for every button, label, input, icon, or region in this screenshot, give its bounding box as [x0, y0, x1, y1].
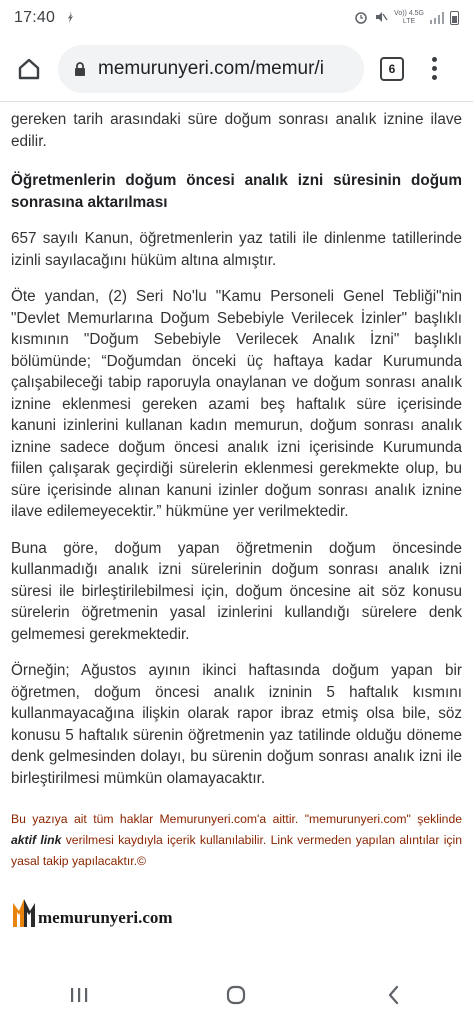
notification-icon — [63, 10, 77, 27]
overflow-menu-icon[interactable] — [422, 49, 446, 89]
logo-text: memurunyeri.com — [38, 907, 173, 927]
system-navigation-bar — [0, 966, 473, 1024]
address-bar[interactable] — [58, 45, 364, 93]
battery-icon — [450, 11, 459, 25]
signal-icon — [430, 12, 444, 24]
copyright-notice — [11, 809, 462, 873]
recent-apps-button[interactable] — [49, 971, 109, 1019]
browser-toolbar — [0, 36, 473, 102]
article-content — [0, 103, 473, 944]
notice-text-end: verilmesi kaydıyla içerik kullanılabilir. Link vermeden yapılan alıntılar için yasal takip yapılacaktır.© — [11, 833, 462, 869]
logo-m-icon — [11, 897, 37, 927]
back-icon — [384, 984, 404, 1006]
home-icon — [16, 56, 42, 82]
lock-icon — [72, 61, 88, 77]
mute-icon — [374, 10, 388, 27]
site-logo[interactable] — [11, 893, 462, 927]
paragraph-buna-gore: Buna göre, doğum yapan öğretmenin doğum öncesinde kullanmadığı analık izni sürelerinin doğum sonrası analık izni süresi ile birleştirilebilmesi için, doğum öncesine ait söz konusu sürelerin öğretmenin yasal izinlerini kullandığı sürelere denk gelmemesi gerekmektedir. — [11, 539, 462, 643]
alarm-icon — [354, 10, 368, 27]
tab-switcher-button[interactable]: 6 — [380, 57, 404, 81]
status-bar — [0, 0, 473, 36]
paragraph-teblig: Öte yandan, (2) Seri No'lu "Kamu Personeli Genel Tebliği"nin "Devlet Memurlarına Doğum Sebebiyle Verilecek İzinler" başlıklı kısmının "Doğum Sebebiyle Verilecek Analık İzni" başlıklı bölümünde; “Doğumdan önceki üç haftaya kadar Kurumunda çalışabileceği tabip raporuyla onaylanan ve doğum sonrası analık iznine eklenmesi gereken azami beş haftalık süre içerisinde kanuni izinlerini kullanan kadın memurun, doğum sonrası analık iznine sadece doğum öncesi analık izni içerisinde Kurumunda fiilen çalışarak geçirdiği sürelerin eklenmesi gerekmekte olup, bu süre içerisinde alınan kanuni izinler doğum sonrası analık iznine ilave edilemeyecektir.” hükmüne yer verilmektedir. — [11, 288, 462, 520]
back-button[interactable] — [364, 971, 424, 1019]
url-text: memurunyeri.com/memur/i — [98, 57, 324, 79]
status-time: 17:40 — [14, 9, 56, 26]
home-circle-icon — [225, 984, 247, 1006]
paragraph-kanun: 657 sayılı Kanun, öğretmenlerin yaz tatili ile dinlenme tatillerinde izinli sayılacağını hüküm altına almıştır. — [11, 230, 462, 269]
recent-apps-icon — [68, 985, 90, 1005]
home-button[interactable] — [0, 36, 58, 102]
network-indicator — [394, 10, 424, 26]
home-nav-button[interactable] — [206, 971, 266, 1019]
paragraph-ornegin: Örneğin; Ağustos ayının ikinci haftasında doğum yapan bir öğretmen, doğum öncesi analık izninin 5 haftalık kısmını kullanmayacağına ilişkin olarak rapor ibraz etmiş olsa bile, söz konusu 5 haftalık sürenin öğretmenin yaz tatilinde olduğu döneme denk gelmesinden dolayı, bu sürenin doğum sonrası analık izni ile birleştirilmesi mümkün olamayacaktır. — [11, 662, 462, 787]
network-type-label: Vo)) 4.5G — [394, 10, 424, 17]
notice-text-start: Bu yazıya ait tüm haklar Memurunyeri.com'a aittir. "memurunyeri.com" şeklinde — [11, 812, 462, 826]
network-lte-label: LTE — [402, 18, 416, 25]
intro-paragraph: gereken tarih arasındaki süre doğum sonrası analık iznine ilave edilir. — [11, 111, 462, 150]
section-heading: Öğretmenlerin doğum öncesi analık izni süresinin doğum sonrasına aktarılması — [11, 172, 462, 211]
active-link-text: aktif link — [11, 833, 62, 848]
